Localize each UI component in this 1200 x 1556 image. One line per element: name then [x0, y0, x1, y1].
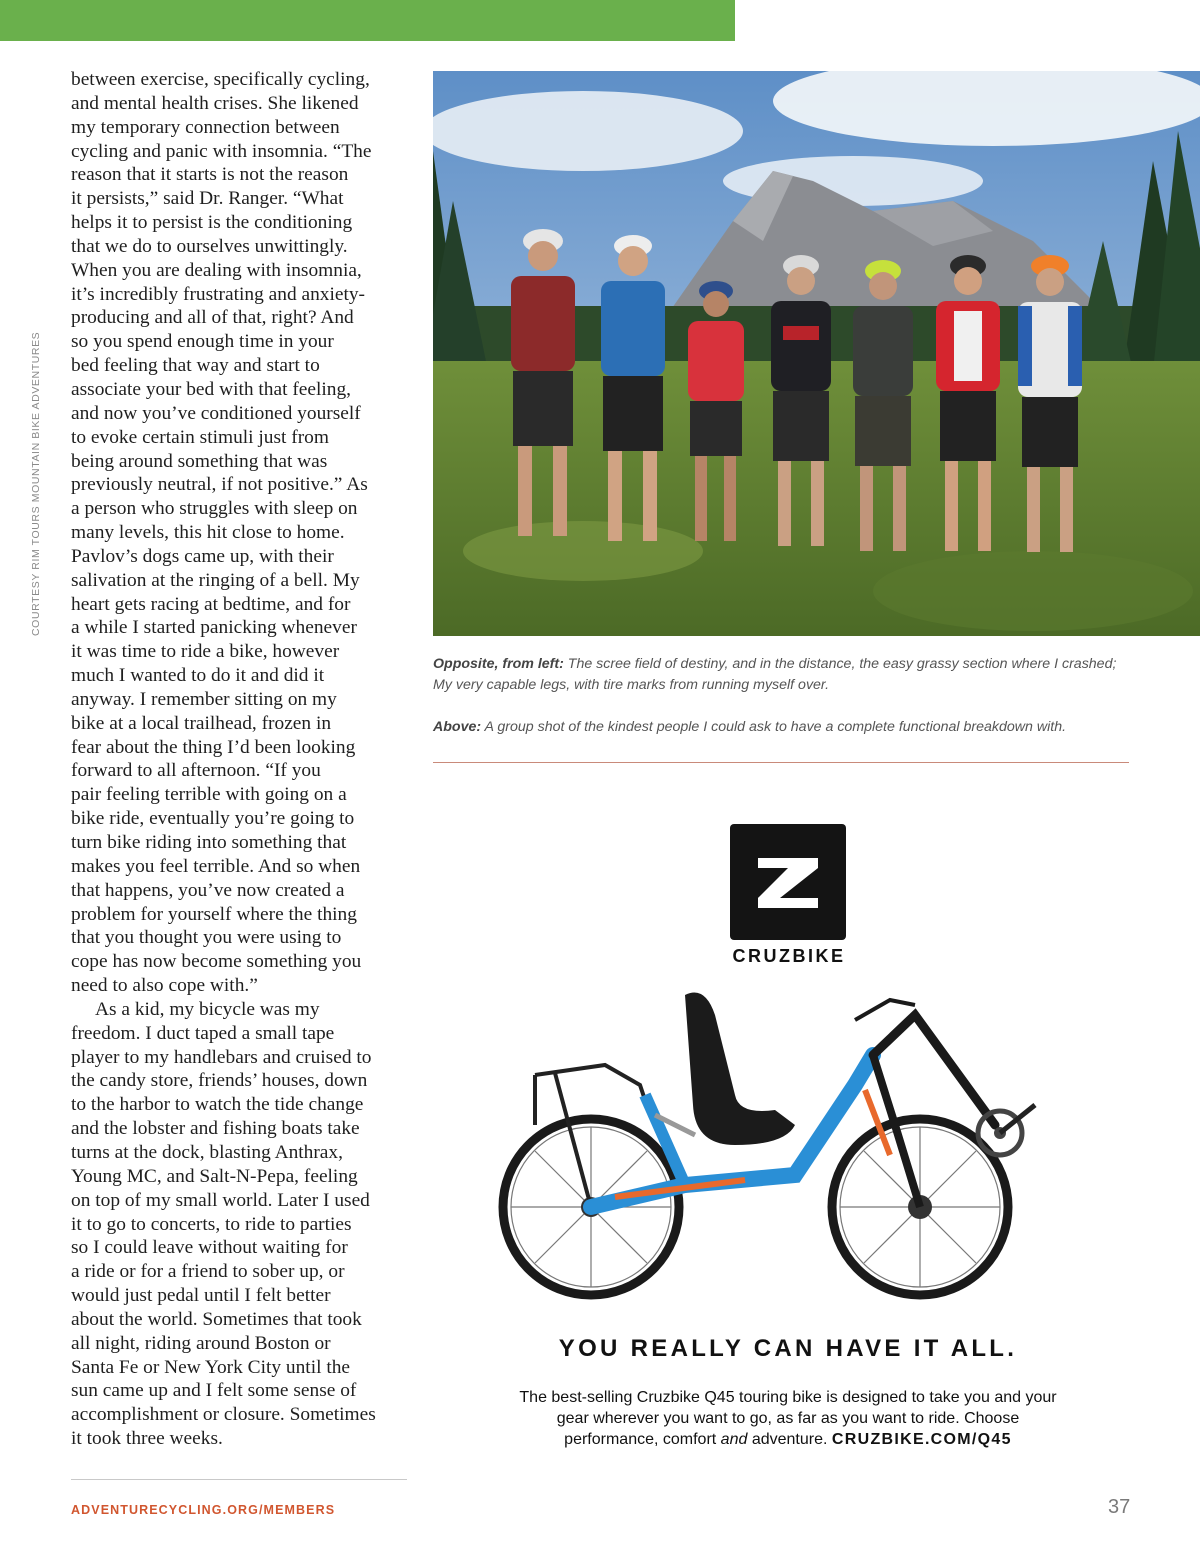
- ad-divider: [433, 762, 1129, 763]
- article-line: heart gets racing at bedtime, and for: [71, 593, 351, 615]
- article-line: many levels, this hit close to home.: [71, 522, 345, 544]
- article-line: it’s incredibly frustrating and anxiety-: [71, 283, 366, 305]
- article-line: Pavlov’s dogs came up, with their: [71, 545, 334, 567]
- article-line: between exercise, specifically cycling,: [71, 69, 370, 90]
- article-paragraph-2: [71, 998, 411, 1451]
- article-line: a person who struggles with sleep on: [71, 498, 358, 520]
- article-line: to the harbor to watch the tide change: [71, 1094, 364, 1116]
- article-line: it was time to ride a bike, however: [71, 641, 340, 663]
- caption-text: The scree field of destiny, and in the distance, the easy grassy section where I crashed; My very capable legs, with tire marks from running myself over.: [433, 656, 1117, 693]
- article-line: helps it to persist is the conditioning: [71, 212, 353, 234]
- article-line: player to my handlebars and cruised to: [71, 1046, 372, 1068]
- header-color-bar: [0, 0, 735, 41]
- bike-illustration: [495, 975, 1065, 1305]
- article-line: so I could leave without waiting for: [71, 1237, 348, 1259]
- article-line: cope has now become something you: [71, 951, 362, 973]
- ad-body-line-2: gear wherever you want to go, as far as you want to ride. Choose: [556, 1410, 1020, 1427]
- ad-body-line-3: [450, 1429, 1126, 1450]
- ad-url-link[interactable]: CRUZBIKE.COM/Q45: [831, 1431, 1012, 1448]
- footer-divider: [71, 1479, 407, 1480]
- article-line: Santa Fe or New York City until the: [71, 1356, 351, 1378]
- ad-body-fragment: performance, comfort: [564, 1431, 721, 1448]
- article-line: bike at a local trailhead, frozen in: [71, 712, 332, 734]
- article-paragraph-1: [71, 68, 411, 998]
- ad-brand-name: CRUZBIKE: [732, 946, 846, 966]
- article-line: and mental health crises. She likened: [71, 92, 359, 114]
- article-line: and the lobster and fishing boats take: [71, 1118, 360, 1140]
- article-line: fear about the thing I’d been looking: [71, 736, 356, 758]
- article-line: that you thought you were using to: [71, 927, 342, 949]
- article-line: reason that it starts is not the reason: [71, 164, 349, 186]
- article-line: accomplishment or closure. Sometimes: [71, 1404, 376, 1426]
- recumbent-bike-image: [495, 975, 1065, 1305]
- article-line: forward to all afternoon. “If you: [71, 760, 321, 782]
- article-line: to evoke certain stimuli just from: [71, 426, 329, 448]
- ad-body-emphasis: and: [720, 1431, 748, 1448]
- footer-url[interactable]: ADVENTURECYCLING.ORG/MEMBERS: [71, 1503, 336, 1517]
- article-line: cycling and panic with insomnia. “The: [71, 140, 372, 162]
- ad-body-text: [450, 1387, 1126, 1450]
- article-line: so you spend enough time in your: [71, 331, 334, 353]
- ad-headline: YOU REALLY CAN HAVE IT ALL.: [558, 1335, 1018, 1362]
- article-line: a ride or for a friend to sober up, or: [71, 1261, 345, 1283]
- article-line: need to also cope with.”: [71, 975, 258, 997]
- article-line: sun came up and I felt some sense of: [71, 1380, 357, 1402]
- article-line: turns at the dock, blasting Anthrax,: [71, 1141, 343, 1163]
- article-line: bike ride, eventually you’re going to: [71, 808, 355, 830]
- article-line: and now you’ve conditioned yourself: [71, 402, 361, 424]
- article-body: [71, 68, 411, 1451]
- article-line: it took three weeks.: [71, 1428, 223, 1450]
- article-line: anyway. I remember sitting on my: [71, 688, 337, 710]
- article-line: on top of my small world. Later I used: [71, 1189, 370, 1211]
- group-photo-illustration: [433, 71, 1200, 636]
- ad-body-line-1: The best-selling Cruzbike Q45 touring bike is designed to take you and your: [519, 1389, 1057, 1406]
- article-line: about the world. Sometimes that took: [71, 1308, 362, 1330]
- photo-caption-opposite: [433, 654, 1133, 696]
- article-line: producing and all of that, right? And: [71, 307, 354, 329]
- article-line: associate your bed with that feeling,: [71, 378, 351, 400]
- article-line: As a kid, my bicycle was my: [95, 998, 320, 1020]
- article-line: pair feeling terrible with going on a: [71, 784, 347, 806]
- article-line: makes you feel terrible. And so when: [71, 855, 361, 877]
- article-line: much I wanted to do it and did it: [71, 665, 325, 687]
- article-line: previously neutral, if not positive.” As: [71, 474, 368, 496]
- cruzbike-logo: [730, 824, 846, 940]
- article-line: it persists,” said Dr. Ranger. “What: [71, 188, 344, 210]
- page-number: 37: [1108, 1496, 1131, 1518]
- article-line: it to go to concerts, to ride to parties: [71, 1213, 352, 1235]
- article-line: bed feeling that way and start to: [71, 355, 320, 377]
- article-line: all night, riding around Boston or: [71, 1332, 331, 1354]
- caption-label: Above:: [433, 719, 482, 735]
- photo-caption-above: [433, 717, 1133, 738]
- ad-body-fragment: adventure.: [747, 1431, 832, 1448]
- article-line: my temporary connection between: [71, 116, 340, 138]
- article-line: the candy store, friends’ houses, down: [71, 1070, 368, 1092]
- article-line: freedom. I duct taped a small tape: [71, 1022, 335, 1044]
- group-photo: [433, 71, 1200, 636]
- article-line: When you are dealing with insomnia,: [71, 259, 362, 281]
- article-line: turn bike riding into something that: [71, 832, 347, 853]
- article-line: salivation at the ringing of a bell. My: [71, 569, 360, 591]
- article-line: problem for yourself where the thing: [71, 903, 357, 925]
- photo-credit: COURTESY RIM TOURS MOUNTAIN BIKE ADVENTURES: [30, 331, 42, 636]
- caption-label: Opposite, from left:: [433, 656, 564, 672]
- article-line: that we do to ourselves unwittingly.: [71, 235, 348, 257]
- article-line: would just pedal until I felt better: [71, 1285, 331, 1307]
- article-line: a while I started panicking whenever: [71, 617, 357, 639]
- article-line: Young MC, and Salt-N-Pepa, feeling: [71, 1165, 358, 1187]
- caption-text: A group shot of the kindest people I could ask to have a complete functional breakdown with.: [481, 719, 1067, 735]
- zz-logo-icon: [730, 824, 846, 940]
- article-line: that happens, you’ve now created a: [71, 879, 345, 901]
- article-line: being around something that was: [71, 450, 328, 472]
